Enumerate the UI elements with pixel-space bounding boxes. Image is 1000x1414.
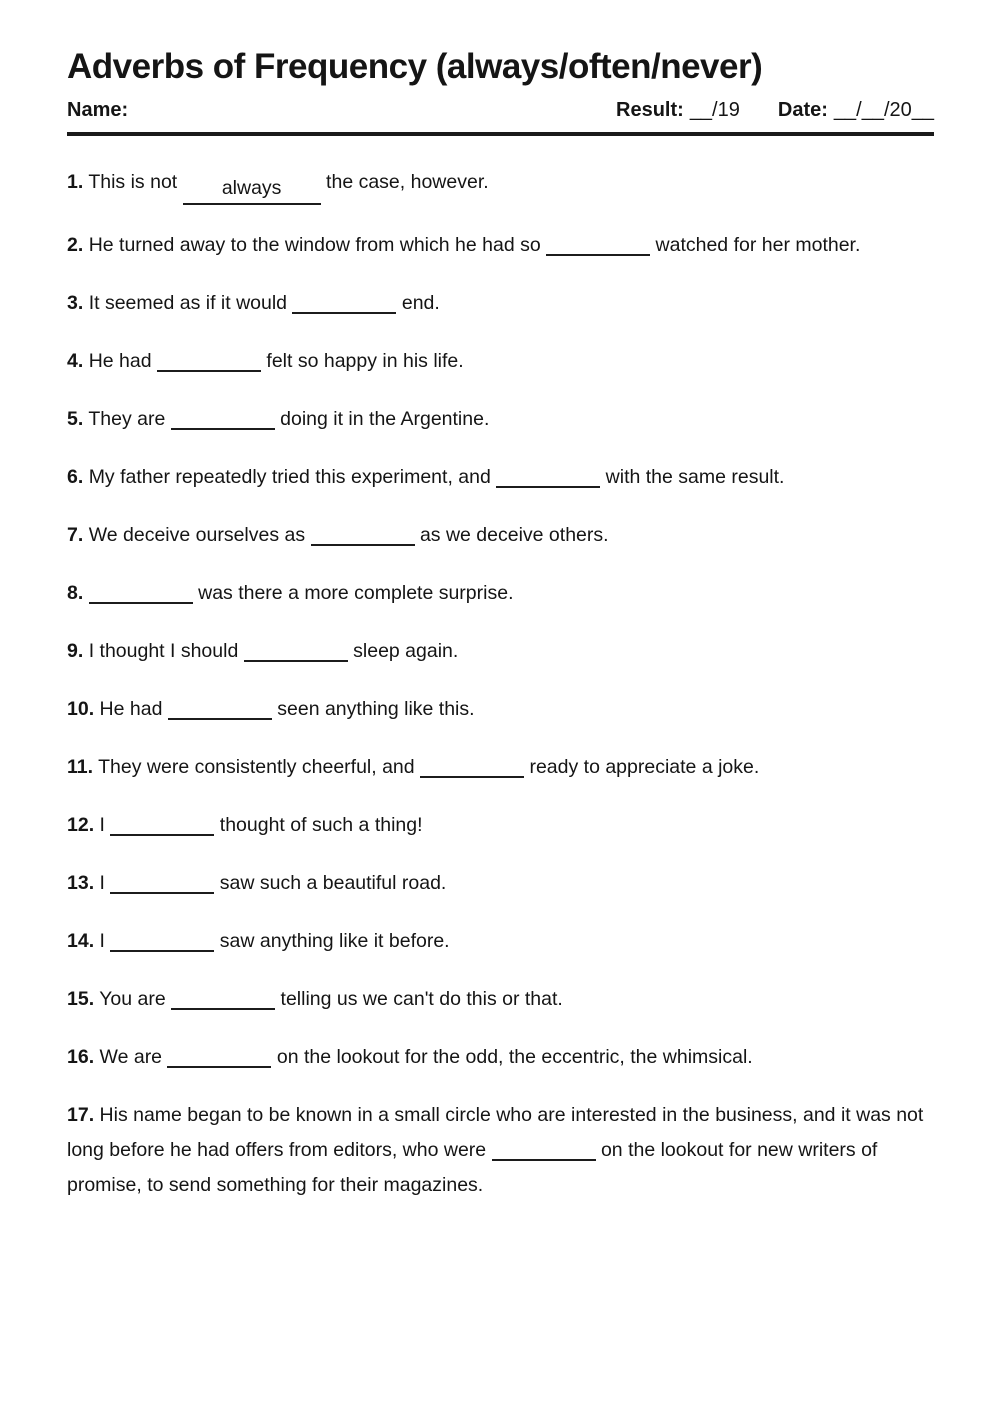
- question: 12. I thought of such a thing!: [67, 814, 423, 836]
- meta-right: [616, 98, 934, 122]
- date-group: [778, 98, 934, 122]
- answer-blank: [420, 775, 524, 778]
- answer-blank: [546, 253, 650, 256]
- result-label: Result:: [616, 99, 684, 121]
- question-number: 5.: [67, 408, 84, 430]
- question: 3. It seemed as if it would end.: [67, 292, 440, 314]
- answer-blank: [110, 949, 214, 952]
- question: 16. We are on the lookout for the odd, the eccentric, the whimsical.: [67, 1046, 753, 1068]
- page-title: Adverbs of Frequency (always/often/never): [67, 47, 763, 86]
- question-number: 17.: [67, 1104, 95, 1126]
- question-number: 2.: [67, 234, 84, 256]
- answer-blank: [171, 427, 275, 430]
- question-list: [67, 165, 934, 1203]
- answer-blank: [492, 1158, 596, 1161]
- name-group: [67, 98, 616, 122]
- question: 4. He had felt so happy in his life.: [67, 350, 464, 372]
- question-number: 13.: [67, 872, 95, 894]
- answer-blank: [171, 1007, 275, 1010]
- answer-blank: [157, 369, 261, 372]
- question: 2. He turned away to the window from which he had so watched for her mother.: [67, 234, 861, 256]
- question-number: 12.: [67, 814, 95, 836]
- question-number: 11.: [67, 756, 94, 778]
- question-number: 8.: [67, 582, 84, 604]
- question: 14. I saw anything like it before.: [67, 930, 450, 952]
- question: 1. This is not always the case, however.: [67, 165, 934, 205]
- question: 11. They were consistently cheerful, and ready to appreciate a joke.: [67, 756, 760, 778]
- answer-blank: [292, 311, 396, 314]
- question-number: 4.: [67, 350, 84, 372]
- answer-blank: [244, 659, 348, 662]
- answer-blank: [89, 601, 193, 604]
- question: 5. They are doing it in the Argentine.: [67, 408, 490, 430]
- question-number: 16.: [67, 1046, 95, 1068]
- answer-blank: [167, 1065, 271, 1068]
- question-number: 15.: [67, 988, 95, 1010]
- answer-blank: [496, 485, 600, 488]
- result-value: __/19: [689, 99, 740, 121]
- question: 13. I saw such a beautiful road.: [67, 872, 447, 894]
- worksheet-meta-row: [67, 98, 934, 122]
- question-number: 10.: [67, 698, 95, 720]
- name-label: Name:: [67, 99, 129, 121]
- result-group: [616, 98, 740, 122]
- answer-blank: [311, 543, 415, 546]
- date-value: __/__/20__: [833, 99, 934, 121]
- answer-blank: [110, 891, 214, 894]
- question: 8. was there a more complete surprise.: [67, 582, 514, 604]
- question: 9. I thought I should sleep again.: [67, 640, 459, 662]
- answer-blank-filled: always: [183, 176, 321, 205]
- question-number: 6.: [67, 466, 84, 488]
- question-number: 1.: [67, 171, 84, 193]
- question-number: 3.: [67, 292, 84, 314]
- question: 15. You are telling us we can't do this or that.: [67, 988, 563, 1010]
- date-label: Date:: [777, 99, 828, 121]
- question: 7. We deceive ourselves as as we deceive others.: [67, 524, 609, 546]
- question-number: 14.: [67, 930, 95, 952]
- question-number: 7.: [67, 524, 84, 546]
- header-divider: [67, 132, 934, 136]
- question-number: 9.: [67, 640, 84, 662]
- question: 17. His name began to be known in a small circle who are interested in the business, and it was not long before he had offers from editors, who were on the lookout for new writers of promise, to send something for their magazines.: [67, 1104, 924, 1196]
- question: 10. He had seen anything like this.: [67, 698, 475, 720]
- answer-blank: [168, 717, 272, 720]
- answer-blank: [110, 833, 214, 836]
- question: 6. My father repeatedly tried this experiment, and with the same result.: [67, 466, 785, 488]
